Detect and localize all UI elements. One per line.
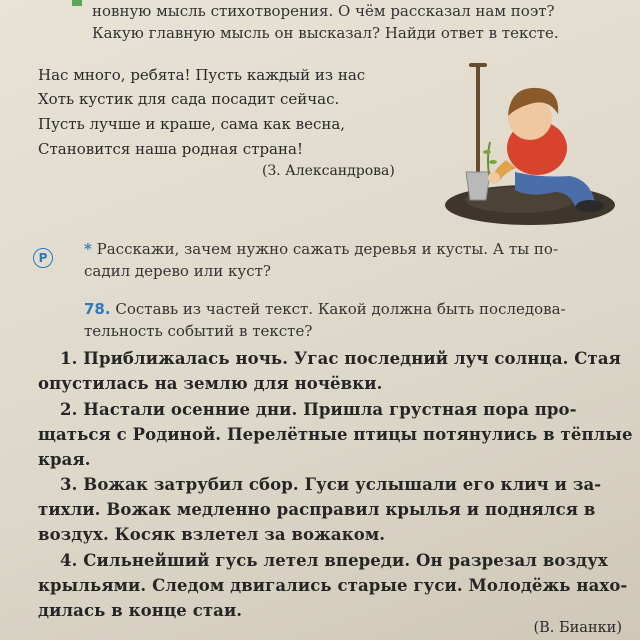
badge-icon: Р	[33, 248, 53, 268]
intro-line-2: Какую главную мысль он высказал? Найди ответ в тексте.	[92, 24, 559, 42]
story-line-9: 4. Сильнейший гусь летел впереди. Он разрезал воздух	[60, 551, 608, 570]
task-78-line-2: тельность событий в тексте?	[84, 322, 313, 340]
poem-line-2: Хоть кустик для сада посадит сейчас.	[38, 90, 340, 108]
poem-line-3: Пусть лучше и краше, сама как весна,	[38, 115, 346, 133]
story-line-2: опустилась на землю для ночёвки.	[38, 374, 383, 393]
story-line-4: щаться с Родиной. Перелётные птицы потянулись в тёплые	[38, 425, 633, 444]
poem-line-1: Нас много, ребята! Пусть каждый из нас	[38, 66, 366, 84]
task-star-line-2: садил дерево или куст?	[84, 262, 271, 280]
story-source: (В. Бианки)	[533, 620, 622, 636]
task-number: 78.	[84, 300, 111, 318]
task-78-text-1: Составь из частей текст. Какой должна быть последова-	[115, 300, 566, 318]
intro-line-1: новную мысль стихотворения. О чём рассказал нам поэт?	[92, 2, 555, 20]
poem-line-4: Становится наша родная страна!	[38, 140, 303, 158]
story-line-11: дилась в конце стаи.	[38, 601, 243, 620]
star-marker: *	[84, 240, 92, 258]
story-line-1: 1. Приближалась ночь. Угас последний луч солнца. Стая	[60, 349, 621, 368]
margin-mark	[72, 0, 82, 6]
task-78-line-1	[84, 300, 566, 318]
poem-author: (З. Александрова)	[262, 163, 395, 179]
task-star-line-1	[84, 240, 558, 258]
story-line-7: тихли. Вожак медленно расправил крылья и поднялся в	[38, 500, 596, 519]
boy-planting-tree-illustration	[440, 60, 625, 230]
story-line-8: воздух. Косяк взлетел за вожаком.	[38, 525, 386, 544]
story-line-10: крыльями. Следом двигались старые гуси. Молодёжь нахо-	[38, 576, 628, 595]
story-line-6: 3. Вожак затрубил сбор. Гуси услышали его клич и за-	[60, 475, 602, 494]
task-star-text-1: Расскажи, зачем нужно сажать деревья и кусты. А ты по-	[96, 240, 559, 258]
story-line-3: 2. Настали осенние дни. Пришла грустная пора про-	[60, 400, 577, 419]
story-line-5: края.	[38, 450, 91, 469]
